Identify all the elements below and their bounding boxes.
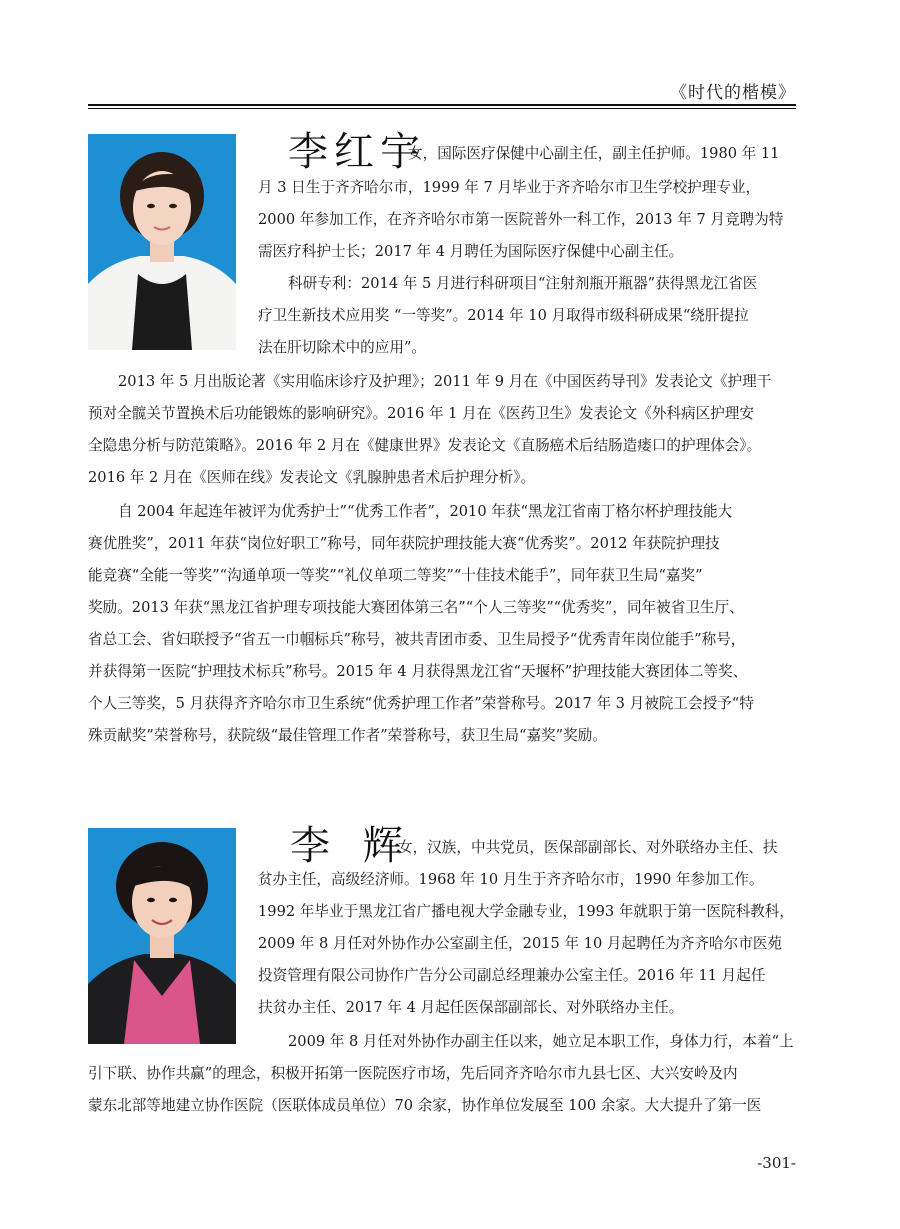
text-line: 2013 年 5 月出版论著《实用临床诊疗及护理》；2011 年 9 月在《中国医药导刊》发表论文《护理干 — [118, 373, 772, 390]
text-line: 蒙东北部等地建立协作医院（医联体成员单位）70 余家，协作单位发展至 100 余家。大大提升了第一医 — [88, 1097, 762, 1114]
text-line: 女，汉族，中共党员，医保部副部长、对外联络办主任、扶 — [398, 839, 778, 856]
text-line: 2000 年参加工作，在齐齐哈尔市第一医院普外一科工作，2013 年 7 月竞聘为特 — [258, 211, 784, 228]
text-line: 女，国际医疗保健中心副主任，副主任护师。1980 年 11 — [408, 145, 780, 162]
page-number: -301- — [757, 1154, 796, 1172]
text-line: 需医疗科护士长；2017 年 4 月聘任为国际医疗保健中心副主任。 — [258, 243, 684, 260]
text-line: 贫办主任，高级经济师。1968 年 10 月生于齐齐哈尔市，1990 年参加工作。 — [258, 871, 764, 888]
text-line: 省总工会、省妇联授予“省五一巾帼标兵”称号，被共青团市委、卫生局授予“优秀青年岗位能手”称号， — [88, 631, 746, 648]
text-line: 赛优胜奖”，2011 年获“岗位好职工”称号，同年获院护理技能大赛“优秀奖”。2012 年获院护理技 — [88, 535, 720, 552]
header-title: 《时代的楷模》 — [670, 83, 796, 103]
text-line: 投资管理有限公司协作广告分公司副总经理兼办公室主任。2016 年 11 月起任 — [258, 967, 766, 984]
text-line: 疗卫生新技术应用奖 “一等奖”。2014 年 10 月取得市级科研成果“绕肝提拉 — [258, 307, 749, 324]
text-line: 预对全髋关节置换术后功能锻炼的影响研究》。2016 年 1 月在《医药卫生》发表论文《外科病区护理安 — [88, 405, 754, 422]
text-line: 个人三等奖，5 月获得齐齐哈尔市卫生系统“优秀护理工作者”荣誉称号。2017 年 3 月被院工会授予“特 — [88, 695, 754, 712]
text-line: 1992 年毕业于黑龙江省广播电视大学金融专业，1993 年就职于第一医院科教科， — [258, 903, 794, 920]
text-line: 能竞赛“全能一等奖”“沟通单项一等奖”“礼仪单项二等奖”“十佳技术能手”，同年获卫生局“嘉奖” — [88, 567, 703, 584]
header-rule-thin — [88, 108, 796, 109]
portrait-photo-li-hui — [88, 828, 236, 1044]
text-line: 全隐患分析与防范策略》。2016 年 2 月在《健康世界》发表论文《直肠癌术后结肠造瘘口的护理体会》。 — [88, 437, 762, 454]
text-line: 2016 年 2 月在《医师在线》发表论文《乳腺肿患者术后护理分析》。 — [88, 469, 536, 486]
portrait-photo-li-hongyu — [88, 134, 236, 350]
text-line: 法在肝切除术中的应用”。 — [258, 339, 426, 356]
text-line: 2009 年 8 月任对外协作办副主任以来，她立足本职工作，身体力行，本着“上 — [288, 1033, 794, 1050]
text-line: 科研专利：2014 年 5 月进行科研项目“注射剂瓶开瓶器”获得黑龙江省医 — [288, 275, 758, 292]
header-rule — [88, 104, 796, 106]
text-line: 并获得第一医院“护理技术标兵”称号。2015 年 4 月获得黑龙江省“天堰杯”护理技能大赛团体二等奖、 — [88, 663, 748, 680]
text-line: 引下联、协作共赢”的理念，积极开拓第一医院医疗市场，先后同齐齐哈尔市九县七区、大兴安岭及内 — [88, 1065, 738, 1082]
text-line: 自 2004 年起连年被评为优秀护士”“优秀工作者”，2010 年获“黑龙江省南丁格尔杯护理技能大 — [118, 503, 733, 520]
text-line: 扶贫办主任、2017 年 4 月起任医保部副部长、对外联络办主任。 — [258, 999, 684, 1016]
person-name-li-hongyu: 李红宇 — [288, 129, 426, 175]
text-line: 殊贡献奖”荣誉称号，获院级“最佳管理工作者”荣誉称号，获卫生局“嘉奖”奖励。 — [88, 727, 607, 744]
person-name-li-hui: 李 辉 — [290, 823, 413, 869]
text-line: 月 3 日生于齐齐哈尔市，1999 年 7 月毕业于齐齐哈尔市卫生学校护理专业， — [258, 179, 761, 196]
text-line: 奖励。2013 年获“黑龙江省护理专项技能大赛团体第三名”“个人三等奖”“优秀奖”，同年被省卫生厅、 — [88, 599, 744, 616]
text-line: 2009 年 8 月任对外协作办公室副主任，2015 年 10 月起聘任为齐齐哈尔市医苑 — [258, 935, 783, 952]
